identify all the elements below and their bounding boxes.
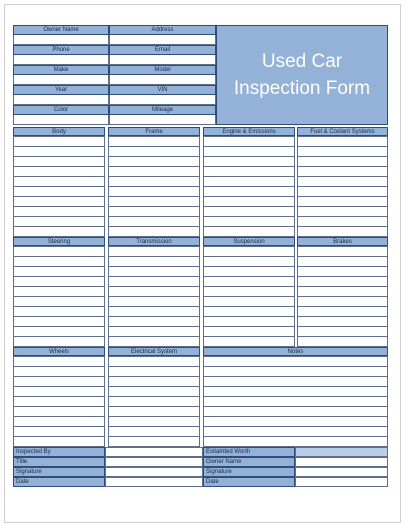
ruled-line — [203, 176, 295, 177]
column-edge — [297, 136, 298, 236]
section-header-wheels: Wheels — [13, 347, 105, 356]
ruled-line — [108, 286, 200, 287]
ruled-line — [297, 316, 388, 317]
ruled-line — [13, 306, 105, 307]
ruled-line — [203, 326, 295, 327]
ruled-line — [203, 256, 295, 257]
ruled-line — [203, 416, 388, 417]
color-label: Color — [13, 105, 109, 115]
inspected-by-field[interactable] — [105, 447, 203, 457]
footer-block — [13, 447, 388, 487]
mileage-label: Mileage — [109, 105, 216, 115]
ruled-line — [203, 216, 295, 217]
model-field[interactable] — [109, 75, 216, 85]
ruled-line — [13, 296, 105, 297]
ruled-line — [108, 226, 200, 227]
ruled-line — [13, 136, 105, 137]
inspection-form-page — [4, 4, 401, 523]
ruled-line — [297, 306, 388, 307]
column-edge — [387, 136, 388, 236]
date-field-left[interactable] — [105, 477, 203, 487]
ruled-line — [297, 146, 388, 147]
ruled-line — [13, 396, 105, 397]
ruled-line — [108, 256, 200, 257]
year-field[interactable] — [13, 95, 109, 105]
column-edge — [13, 136, 14, 236]
ruled-line — [108, 266, 200, 267]
year-label: Year — [13, 85, 109, 95]
ruled-line — [203, 166, 295, 167]
column-edge — [104, 246, 105, 346]
column-edge — [203, 356, 204, 446]
column-edge — [108, 246, 109, 346]
signature-field-left[interactable] — [105, 467, 203, 477]
ruled-line — [108, 156, 200, 157]
date-label-left: Date — [13, 477, 105, 487]
ruled-line — [203, 246, 295, 247]
ruled-line — [108, 166, 200, 167]
ruled-line — [13, 416, 105, 417]
column-edge — [104, 136, 105, 236]
section-header-steering: Steering — [13, 237, 105, 246]
estimated-worth-label: Estiamted Worth — [203, 447, 295, 457]
ruled-line — [203, 316, 295, 317]
ruled-line — [13, 376, 105, 377]
ruled-line — [203, 426, 388, 427]
ruled-line — [297, 156, 388, 157]
ruled-line — [297, 226, 388, 227]
section-header-frame: Frame — [108, 127, 200, 136]
date-label-right: Date — [203, 477, 295, 487]
column-edge — [203, 246, 204, 346]
section-header-brakes: Brakes — [297, 237, 388, 246]
ruled-line — [108, 246, 200, 247]
signature-label-left: Signature — [13, 467, 105, 477]
column-edge — [199, 136, 200, 236]
column-edge — [294, 136, 295, 236]
column-edge — [108, 356, 109, 446]
ruled-line — [203, 296, 295, 297]
ruled-line — [13, 146, 105, 147]
signature-label-right: Signature — [203, 467, 295, 477]
ruled-line — [108, 336, 200, 337]
section-header-body: Body — [13, 127, 105, 136]
ruled-line — [297, 336, 388, 337]
ruled-line — [108, 146, 200, 147]
form-title-line2: Inspection Form — [233, 78, 371, 99]
section-lines-row1[interactable] — [13, 136, 388, 236]
section-header-suspension: Suspension — [203, 237, 295, 246]
ruled-line — [13, 436, 105, 437]
ruled-line — [297, 256, 388, 257]
section-lines-row2[interactable] — [13, 246, 388, 346]
ruled-line — [297, 296, 388, 297]
ruled-line — [203, 406, 388, 407]
ruled-line — [13, 176, 105, 177]
section-lines-row3[interactable] — [13, 356, 388, 446]
column-edge — [199, 356, 200, 446]
column-edge — [13, 246, 14, 346]
phone-label: Phone — [13, 45, 109, 55]
email-label: Email — [109, 45, 216, 55]
ruled-line — [108, 396, 200, 397]
ruled-line — [203, 196, 295, 197]
section-header-transmission: Transmission — [108, 237, 200, 246]
ruled-line — [108, 376, 200, 377]
ruled-line — [297, 136, 388, 137]
ruled-line — [108, 196, 200, 197]
title-field[interactable] — [105, 457, 203, 467]
column-edge — [104, 356, 105, 446]
ruled-line — [13, 366, 105, 367]
ruled-line — [13, 186, 105, 187]
ruled-line — [203, 146, 295, 147]
ruled-line — [297, 176, 388, 177]
ruled-line — [203, 356, 388, 357]
column-edge — [387, 356, 388, 446]
section-header-notes: Notes — [203, 347, 388, 356]
ruled-line — [203, 336, 295, 337]
ruled-line — [297, 186, 388, 187]
ruled-line — [13, 276, 105, 277]
column-edge — [199, 246, 200, 346]
inspected-by-label: Inspected By — [13, 447, 105, 457]
ruled-line — [108, 306, 200, 307]
ruled-line — [13, 286, 105, 287]
ruled-line — [203, 206, 295, 207]
ruled-line — [13, 156, 105, 157]
ruled-line — [13, 336, 105, 337]
section-header-engine: Engine & Emissions — [203, 127, 295, 136]
ruled-line — [108, 326, 200, 327]
ruled-line — [203, 156, 295, 157]
ruled-line — [297, 216, 388, 217]
address-label: Address — [109, 25, 216, 35]
ruled-line — [297, 196, 388, 197]
ruled-line — [108, 416, 200, 417]
ruled-line — [108, 136, 200, 137]
ruled-line — [13, 166, 105, 167]
owner-name-field-footer[interactable] — [295, 457, 388, 467]
ruled-line — [13, 256, 105, 257]
ruled-line — [203, 276, 295, 277]
ruled-line — [297, 266, 388, 267]
ruled-line — [13, 356, 105, 357]
phone-field[interactable] — [13, 55, 109, 65]
ruled-line — [108, 366, 200, 367]
ruled-line — [108, 406, 200, 407]
ruled-line — [203, 136, 295, 137]
mileage-field[interactable] — [109, 115, 216, 125]
date-field-right[interactable] — [295, 477, 388, 487]
column-edge — [297, 246, 298, 346]
column-edge — [387, 246, 388, 346]
signature-field-right[interactable] — [295, 467, 388, 477]
email-field[interactable] — [109, 55, 216, 65]
ruled-line — [108, 176, 200, 177]
color-field[interactable] — [13, 115, 109, 125]
ruled-line — [297, 276, 388, 277]
ruled-line — [13, 386, 105, 387]
address-field[interactable] — [109, 35, 216, 45]
column-edge — [108, 136, 109, 236]
ruled-line — [13, 206, 105, 207]
ruled-line — [108, 276, 200, 277]
vehicle-info-block — [13, 25, 216, 125]
owner-name-label-footer: Owner Name — [203, 457, 295, 467]
ruled-line — [13, 326, 105, 327]
vin-field[interactable] — [109, 95, 216, 105]
ruled-line — [108, 296, 200, 297]
ruled-line — [108, 356, 200, 357]
make-field[interactable] — [13, 75, 109, 85]
ruled-line — [297, 246, 388, 247]
form-title-line1: Used Car — [261, 51, 343, 72]
ruled-line — [108, 436, 200, 437]
ruled-line — [297, 166, 388, 167]
ruled-line — [203, 386, 388, 387]
column-edge — [13, 356, 14, 446]
ruled-line — [108, 426, 200, 427]
ruled-line — [108, 216, 200, 217]
model-label: Model — [109, 65, 216, 75]
ruled-line — [13, 246, 105, 247]
section-header-fuel: Fuel & Coolant Systems — [297, 127, 388, 136]
owner-name-label: Owner Name — [13, 25, 109, 35]
column-edge — [203, 136, 204, 236]
ruled-line — [13, 226, 105, 227]
ruled-line — [297, 286, 388, 287]
column-edge — [294, 246, 295, 346]
ruled-line — [13, 406, 105, 407]
ruled-line — [203, 226, 295, 227]
vin-label: VIN — [109, 85, 216, 95]
ruled-line — [297, 326, 388, 327]
make-label: Make — [13, 65, 109, 75]
ruled-line — [108, 386, 200, 387]
section-header-electrical: Electrical System — [108, 347, 200, 356]
ruled-line — [13, 216, 105, 217]
ruled-line — [203, 376, 388, 377]
ruled-line — [108, 206, 200, 207]
ruled-line — [108, 186, 200, 187]
title-label: Title — [13, 457, 105, 467]
ruled-line — [203, 396, 388, 397]
ruled-line — [108, 316, 200, 317]
form-title — [216, 25, 388, 125]
ruled-line — [203, 436, 388, 437]
ruled-line — [13, 196, 105, 197]
ruled-line — [13, 426, 105, 427]
ruled-line — [203, 286, 295, 287]
ruled-line — [13, 316, 105, 317]
owner-name-field[interactable] — [13, 35, 109, 45]
ruled-line — [203, 366, 388, 367]
ruled-line — [297, 206, 388, 207]
estimated-worth-field[interactable] — [295, 447, 388, 457]
ruled-line — [203, 266, 295, 267]
ruled-line — [13, 266, 105, 267]
ruled-line — [203, 306, 295, 307]
ruled-line — [203, 186, 295, 187]
